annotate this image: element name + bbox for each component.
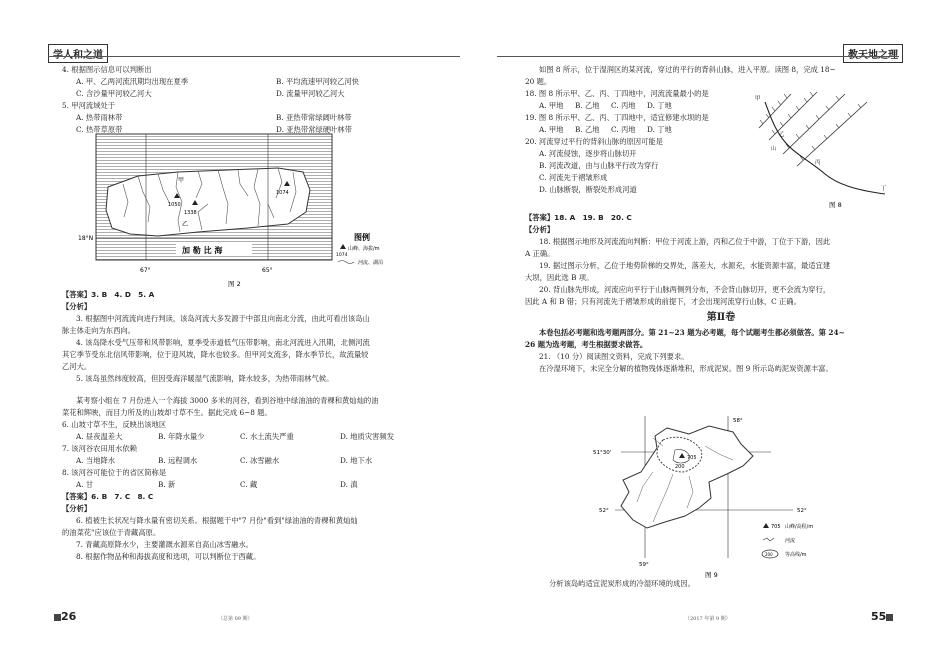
q19-option-b: B. 乙地 (575, 125, 600, 134)
q8-stem: 8. 该河谷可能位于的省区简称是 (62, 468, 167, 477)
figure-9-map (593, 410, 843, 580)
answer-block-1: 【答案】3. B 4. D 5. A (62, 290, 155, 299)
q18-option-c: C. 丙地 (611, 101, 636, 110)
analysis-4-line1: 4. 该岛降水受气压带和风带影响，夏季受赤道低气压带影响，南北河流进入汛期，北侧河流 (76, 338, 370, 347)
analysis-3-line2: 脉主体走向为东西向。 (62, 326, 135, 335)
left-header-rule (48, 56, 460, 57)
q20-option-b: B. 河流改道，由与山脉平行改为穿行 (539, 161, 659, 170)
legend-river-label: 河流、湖泊 (358, 260, 384, 266)
analysis-5: 5. 该岛虽然纬度较高，但因受海洋暖湿气流影响，降水较多，为热带雨林气候。 (76, 374, 334, 383)
left-footer-note: （总第 09 期） (218, 616, 253, 622)
q18-stem: 18. 图 8 所示甲、乙、丙、丁四地中，河流流量最小的是 (525, 89, 709, 98)
analysis-18-line1: 18. 根据图示地形及河流流向判断：甲位于河流上游，丙和乙位于中游，丁位于下游，因此 (539, 237, 831, 246)
q8-option-a: A. 甘 (76, 480, 94, 489)
intro-line1: 如图 8 所示，位于湿润区的某河流，穿过的平行的背斜山脉，进入平原。读图 8，完成 18~ (539, 65, 836, 74)
mountain-label: 山 (771, 146, 777, 152)
site-label-ding: 丁 (881, 186, 887, 192)
q5-options-row1 (62, 112, 462, 124)
right-page (475, 0, 950, 671)
legend-river-icon (338, 261, 354, 264)
contour-elev-label-200: 200 (675, 464, 685, 470)
q6-option-d: D. 地质灾害频发 (340, 432, 395, 441)
q5-stem: 5. 甲河流域处于 (62, 101, 116, 110)
right-content-mid (525, 212, 917, 375)
q4-option-b: B. 平均流速甲河较乙河快 (276, 77, 359, 86)
lat-label-52-right: 52° (797, 508, 807, 514)
river-label-jia: 甲 (178, 177, 185, 184)
q6-option-b: B. 年降水量少 (158, 432, 205, 441)
q6-options (62, 431, 462, 443)
figure-9-caption: 图 9 (705, 571, 718, 579)
right-content-bottom (549, 578, 909, 590)
q7-options (62, 455, 462, 467)
analysis-4-line3: 乙河大。 (62, 362, 92, 371)
q4-option-a: A. 甲、乙两河流汛期均出现在夏季 (76, 77, 189, 86)
q7-option-a: A. 当地降水 (76, 456, 116, 465)
analysis-heading: 【分析】 (525, 225, 555, 234)
q20-option-d: D. 山脉断裂，断裂处形成河道 (539, 185, 637, 194)
q18-option-a: A. 甲地 (539, 101, 564, 110)
figure-2-map (78, 132, 398, 290)
page-marker-icon (54, 614, 61, 621)
left-content-top (62, 64, 462, 136)
q18-option-b: B. 乙地 (575, 101, 600, 110)
q8-option-b: B. 新 (158, 480, 176, 489)
q6-option-c: C. 水土流失严重 (240, 432, 294, 441)
legend-title: 图例 (354, 233, 370, 242)
q8-option-c: C. 藏 (240, 480, 258, 489)
left-page-number-text: 26 (61, 610, 77, 623)
q20-stem: 20. 河流穿过平行的背斜山脉的原因可能是 (525, 137, 663, 146)
q4-option-d: D. 流量甲河较乙河大 (276, 89, 345, 98)
peak-elev-label-1074: 1074 (276, 190, 289, 196)
left-page-number (54, 610, 76, 623)
q7-option-b: B. 远程调水 (158, 456, 198, 465)
river-line (765, 102, 885, 194)
legend-peak-label: 山峰、海拔/m (348, 246, 380, 252)
left-content-bottom (62, 289, 462, 563)
analysis-heading-1: 【分析】 (62, 302, 92, 311)
q5-option-b: B. 亚热带常绿阔叶林带 (276, 113, 352, 122)
analysis-19-line1: 19. 据过图示分析，乙位于地势阶梯的交界处，落差大，水源充，水能资源丰富，最适宜建 (539, 261, 831, 270)
longitude-label-2: 65° (262, 267, 273, 274)
q19-stem: 19. 图 8 所示甲、乙、丙、丁四地中，适宜修建水坝的是 (525, 113, 709, 122)
analysis-8: 8. 根据作物品种和海拔高度和选项，可以判断位于西藏。 (76, 552, 261, 561)
section-title: 第Ⅱ卷 (706, 312, 736, 323)
section-desc-line2: 26 题为选考题，考生根据要求做答。 (525, 340, 648, 349)
page-marker-icon (886, 614, 893, 621)
material-line2: 菜花和辉映，而目力所及的山坡却寸草不生。据此完成 6~8 题。 (62, 408, 272, 417)
analysis-6-line1: 6. 植被生长状况与降水量有密切关系。根据题干中"7 月份"看到"绿油油的青稞和黄灿灿 (76, 516, 358, 525)
q6-stem: 6. 山坡寸草不生，反映出该地区 (62, 420, 167, 429)
q20-option-a: A. 河流侵蚀，逐步将山脉切开 (539, 149, 637, 158)
legend-peak-label: 山峰/高程/m (785, 524, 814, 530)
q4-options-row2 (62, 88, 462, 100)
legend-peak-icon (340, 244, 346, 249)
q4-options-row1 (62, 76, 462, 88)
right-page-number (871, 610, 893, 623)
intro-line2: 20 题。 (525, 77, 552, 86)
q21-ask: 分析该岛屿适宜泥炭形成的冷湿环境的成因。 (549, 579, 695, 588)
longitude-label-1: 67° (140, 267, 151, 274)
q5-option-d: D. 亚热带常绿硬叶林带 (276, 125, 352, 134)
material-line1: 某考察小组在 7 月份进入一个海拔 3000 多米的河谷，看到谷地中绿油油的青稞和黄灿灿的油 (76, 396, 379, 405)
analysis-18-line2: A 正确。 (525, 249, 555, 258)
site-label-bing: 丙 (815, 160, 821, 166)
q8-option-d: D. 滇 (340, 480, 358, 489)
q5-option-c: C. 热带草原带 (76, 125, 123, 134)
q19-option-c: C. 丙地 (611, 125, 636, 134)
lon-label-top: 58° (733, 418, 743, 424)
latitude-label: 18°N (78, 235, 94, 242)
right-footer-note: （2017 年第 9 期） (685, 616, 731, 622)
q7-stem: 7. 该河谷农田用水依赖 (62, 444, 137, 453)
q21-material: 在冷湿环境下，未完全分解的植物残体逐渐堆积，形成泥炭。图 9 所示岛屿泥炭资源丰富。 (539, 364, 833, 373)
lon-label-bottom: 59° (639, 562, 649, 568)
legend-peak-value: 705 (771, 524, 781, 530)
analysis-19-line2: 大坝，因此选 B 项。 (525, 273, 594, 282)
lat-label-52-left: 52° (599, 508, 609, 514)
q5-option-a: A. 热带雨林带 (76, 113, 123, 122)
q4-stem: 4. 根据图示信息可以判断出 (62, 65, 152, 74)
river-label-yi: 乙 (182, 221, 189, 228)
analysis-20-line2: 因此 A 和 B 错；只有河流先于褶皱形成的前提下，才会出现河流穿行山脉，C 正确。 (525, 297, 801, 306)
section-desc-line1: 本卷包括必考题和选考题两部分。第 21~23 题为必考题，每个试题考生都必须做答。第 24~ (539, 328, 845, 337)
left-header-tag (48, 44, 108, 63)
legend-river-label: 河流 (785, 538, 796, 544)
legend-contour-value: 200 (765, 552, 773, 557)
right-header-tag (843, 44, 903, 63)
legend-peak-icon (763, 523, 769, 528)
legend-peak-value: 1074 (336, 253, 348, 258)
sea-label: 加 勒 比 海 (182, 246, 223, 255)
q19-option-d: D. 丁地 (647, 125, 672, 134)
q21-stem: 21. （10 分）阅读图文资料，完成下列要求。 (539, 352, 689, 361)
q6-option-a: A. 昼夜温差大 (76, 432, 123, 441)
right-header-rule (497, 56, 899, 57)
answer-block-2: 【答案】6. B 7. C 8. C (62, 492, 154, 501)
lat-label-51-30: 51°30' (593, 450, 612, 456)
analysis-heading-2: 【分析】 (62, 504, 92, 513)
figure-8-map (755, 88, 895, 212)
site-label-jia: 甲 (755, 96, 761, 102)
island-outline (621, 426, 753, 528)
site-label-yi: 乙 (779, 132, 785, 138)
figure-2-caption: 图 2 (228, 280, 241, 288)
analysis-6-line2: 的油菜花"应该位于青藏高原。 (62, 528, 161, 537)
peak-elev-label-705: 705 (687, 455, 697, 461)
q7-option-d: D. 地下水 (340, 456, 373, 465)
right-page-number-text: 55 (871, 610, 887, 623)
analysis-7: 7. 青藏高原降水少，主要灌溉水源来自高山冰雪融水。 (76, 540, 254, 549)
q18-option-d: D. 丁地 (647, 101, 672, 110)
peak-elev-label-1050: 1050 (168, 202, 181, 208)
analysis-4-line2: 其它季节受东北信风带影响，位于迎风坡，降水也较多。但甲河支流多，降水季节长，故流量较 (62, 350, 369, 359)
peak-elev-label-1338: 1338 (184, 210, 197, 216)
analysis-20-line1: 20. 背山脉先形成，河流应向平行于山脉两侧列分布，不会背山脉切开，更不会流为穿行， (539, 285, 831, 294)
figure-8-caption: 图 8 (829, 201, 842, 209)
q8-options (62, 479, 462, 491)
q7-option-c: C. 冰雪融水 (240, 456, 280, 465)
legend-contour-label: 等高线/m (785, 552, 807, 558)
answer-block: 【答案】18. A 19. B 20. C (525, 213, 632, 222)
analysis-3-line1: 3. 根据图中河流流向进行判读，该岛河流大多发源于中部且向南北分流，由此可看出该岛山 (76, 314, 370, 323)
legend-river-icon (763, 538, 774, 541)
q20-option-c: C. 河流先于褶皱形成 (539, 173, 608, 182)
q19-option-a: A. 甲地 (539, 125, 564, 134)
anticline-ridges (759, 92, 867, 166)
q4-option-c: C. 含沙量甲河较乙河大 (76, 89, 152, 98)
